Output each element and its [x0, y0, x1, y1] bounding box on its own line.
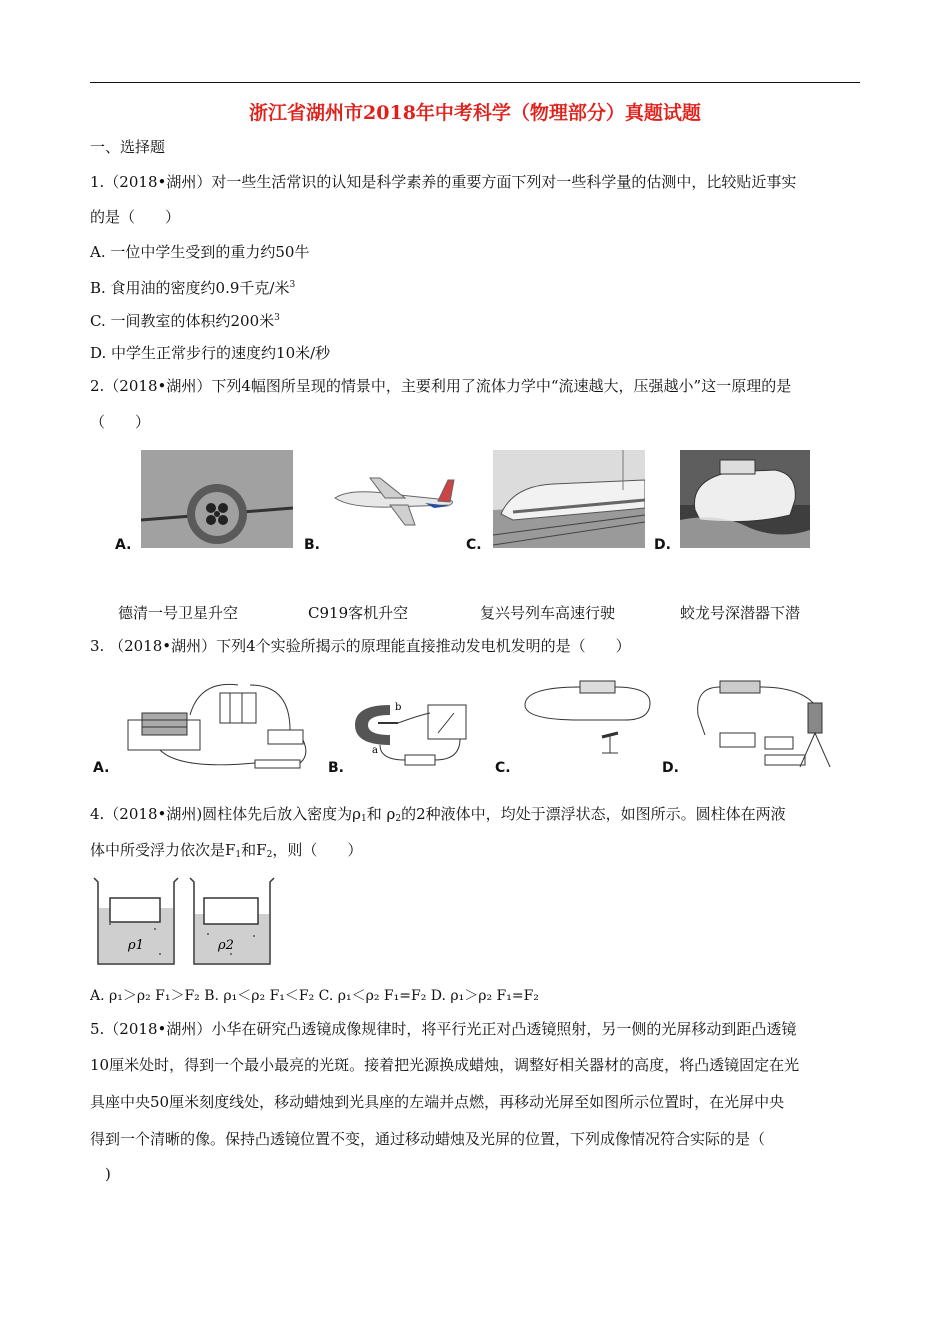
q5-stem-line4: 得到一个清晰的像。保持凸透镜位置不变，通过移动蜡烛及光屏的位置，下列成像情况符合实际的是（ [90, 1130, 766, 1148]
q3-pic-tag-c: C. [495, 760, 511, 776]
experiment-c-diagram [520, 675, 660, 755]
q4-options: A. ρ₁＞ρ₂ F₁＞F₂ B. ρ₁＜ρ₂ F₁＜F₂ C. ρ₁＜ρ₂ F₁=F₂ D. ρ₁＞ρ₂ F₁=F₂ [90, 988, 539, 1004]
q2-stem-line2: （ ） [90, 413, 151, 431]
q2-pic-tag-d: D. [654, 537, 671, 553]
q2-caption-d: 蛟龙号深潜器下潜 [680, 604, 801, 622]
experiment-b-diagram [350, 695, 480, 770]
top-rule [90, 82, 860, 83]
airplane-photo [330, 470, 460, 530]
q4-stem-line2: 体中所受浮力依次是$F_1$和$F_2$，则（ ） [90, 841, 363, 860]
q2-pic-tag-c: C. [466, 537, 482, 553]
q2-caption-b: C919客机升空 [308, 604, 409, 622]
q5-stem-line5: ) [90, 1165, 111, 1183]
q1-option-a: A. 一位中学生受到的重力约50牛 [90, 243, 310, 261]
q2-caption-a: 德清一号卫星升空 [118, 604, 239, 622]
label-a: a [372, 745, 378, 756]
q5-stem-line2: 10厘米处时，得到一个最小最亮的光斑。接着把光源换成蜡烛，调整好相关器材的高度，将凸透镜固定在光 [90, 1056, 800, 1074]
beaker-2-label: ρ2 [218, 938, 234, 953]
beaker-2-diagram [186, 874, 276, 969]
q1-stem-line2: 的是（ ） [90, 208, 181, 226]
q1-option-b: B. 食用油的密度约0.9千克/米$^3$ [90, 279, 296, 297]
q1-option-c: C. 一间教室的体积约200米$^3$ [90, 312, 280, 330]
submersible-photo [680, 450, 810, 548]
q2-stem-line1: 2.（2018•湖州）下列4幅图所呈现的情景中，主要利用了流体力学中“流速越大，压强越小”这一原理的是 [90, 377, 792, 395]
q5-stem-line3: 具座中央50厘米刻度线处，移动蜡烛到光具座的左端并点燃，再移动光屏至如图所示位置时，在光屏中央 [90, 1093, 785, 1111]
q2-pic-tag-b: B. [304, 537, 320, 553]
beaker-1-label: ρ1 [128, 938, 144, 953]
experiment-a-diagram [120, 675, 310, 770]
q1-stem-line1: 1.（2018•湖州）对一些生活常识的认知是科学素养的重要方面下列对一些科学量的估测中，比较贴近事实 [90, 173, 797, 191]
q4-stem-line1: 4.（2018•湖州)圆柱体先后放入密度为$\rho_1$和 $\rho_2$的2种液体中，均处于漂浮状态，如图所示。圆柱体在两液 [90, 805, 786, 824]
q3-pic-tag-d: D. [662, 760, 679, 776]
q3-stem: 3. （2018•湖州）下列4个实验所揭示的原理能直接推动发电机发明的是（ ） [90, 637, 631, 655]
q3-pic-tag-a: A. [93, 760, 110, 776]
train-photo [493, 450, 645, 548]
satellite-photo [141, 450, 293, 548]
q1-option-d: D. 中学生正常步行的速度约10米/秒 [90, 344, 331, 362]
section-heading: 一、选择题 [90, 138, 166, 156]
beaker-1-diagram [90, 874, 180, 969]
experiment-d-diagram [690, 675, 855, 770]
page-title: 浙江省湖州市2018年中考科学（物理部分）真题试题 [249, 102, 701, 124]
label-b: b [395, 702, 402, 713]
q2-caption-c: 复兴号列车高速行驶 [480, 604, 616, 622]
q3-pic-tag-b: B. [328, 760, 344, 776]
q2-pic-tag-a: A. [115, 537, 132, 553]
q5-stem-line1: 5.（2018•湖州）小华在研究凸透镜成像规律时，将平行光正对凸透镜照射，另一侧的光屏移动到距凸透镜 [90, 1020, 797, 1038]
